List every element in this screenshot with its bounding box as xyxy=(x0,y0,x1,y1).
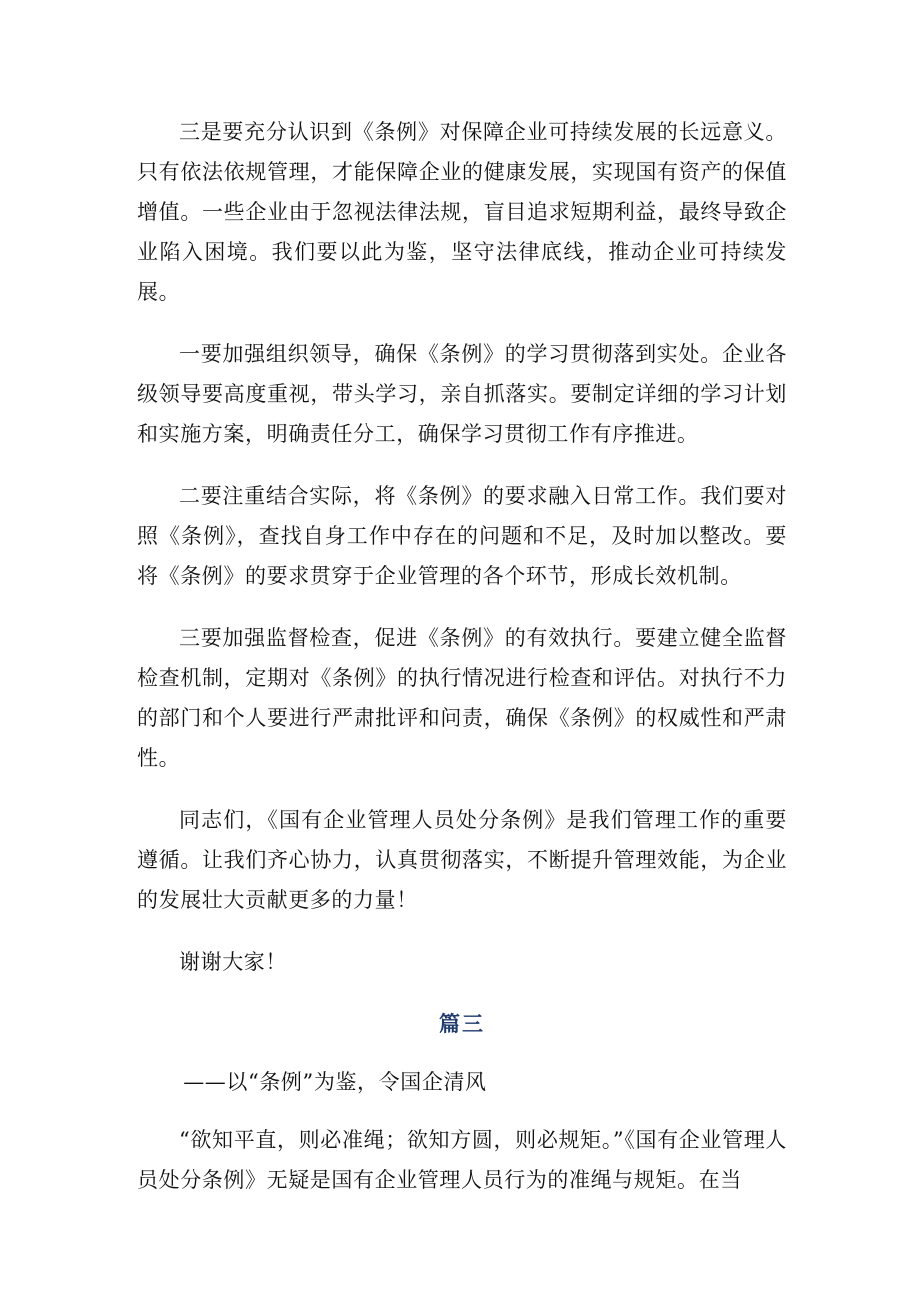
paragraph-1: 三是要充分认识到《条例》对保障企业可持续发展的长远意义。只有依法依规管理，才能保障企业的健康发展，实现国有资产的保值增值。一些企业由于忽视法律法规，盲目追求短期利益，最终导致企业陷入困境。我们要以此为鉴，坚守法律底线，推动企业可持续发展。 xyxy=(137,120,787,304)
section-heading: 篇三 xyxy=(439,1011,485,1036)
paragraph-4: 三要加强监督检查，促进《条例》的有效执行。要建立健全监督检查机制，定期对《条例》的执行情况进行检查和评估。对执行不力的部门和个人要进行严肃批评和问责，确保《条例》的权威性和严肃性。 xyxy=(137,626,787,770)
paragraph-2: 一要加强组织领导，确保《条例》的学习贯彻落到实处。企业各级领导要高度重视，带头学习，亲自抓落实。要制定详细的学习计划和实施方案，明确责任分工，确保学习贯彻工作有序推进。 xyxy=(137,342,787,446)
paragraph-5: 同志们，《国有企业管理人员处分条例》是我们管理工作的重要遵循。让我们齐心协力，认真贯彻落实，不断提升管理效能，为企业的发展壮大贡献更多的力量！ xyxy=(137,808,787,912)
document-page xyxy=(137,112,787,1200)
paragraph-3: 二要注重结合实际，将《条例》的要求融入日常工作。我们要对照《条例》，查找自身工作中存在的问题和不足，及时加以整改。要将《条例》的要求贯穿于企业管理的各个环节，形成长效机制。 xyxy=(137,484,787,588)
section-paragraph-1: “欲知平直，则必准绳；欲知方圆，则必规矩。”《国有企业管理人员处分条例》无疑是国有企业管理人员行为的准绳与规矩。在当 xyxy=(137,1128,787,1192)
section-subtitle: ——以“条例”为鉴，令国企清风 xyxy=(183,1070,487,1094)
paragraph-closing: 谢谢大家！ xyxy=(179,950,287,974)
